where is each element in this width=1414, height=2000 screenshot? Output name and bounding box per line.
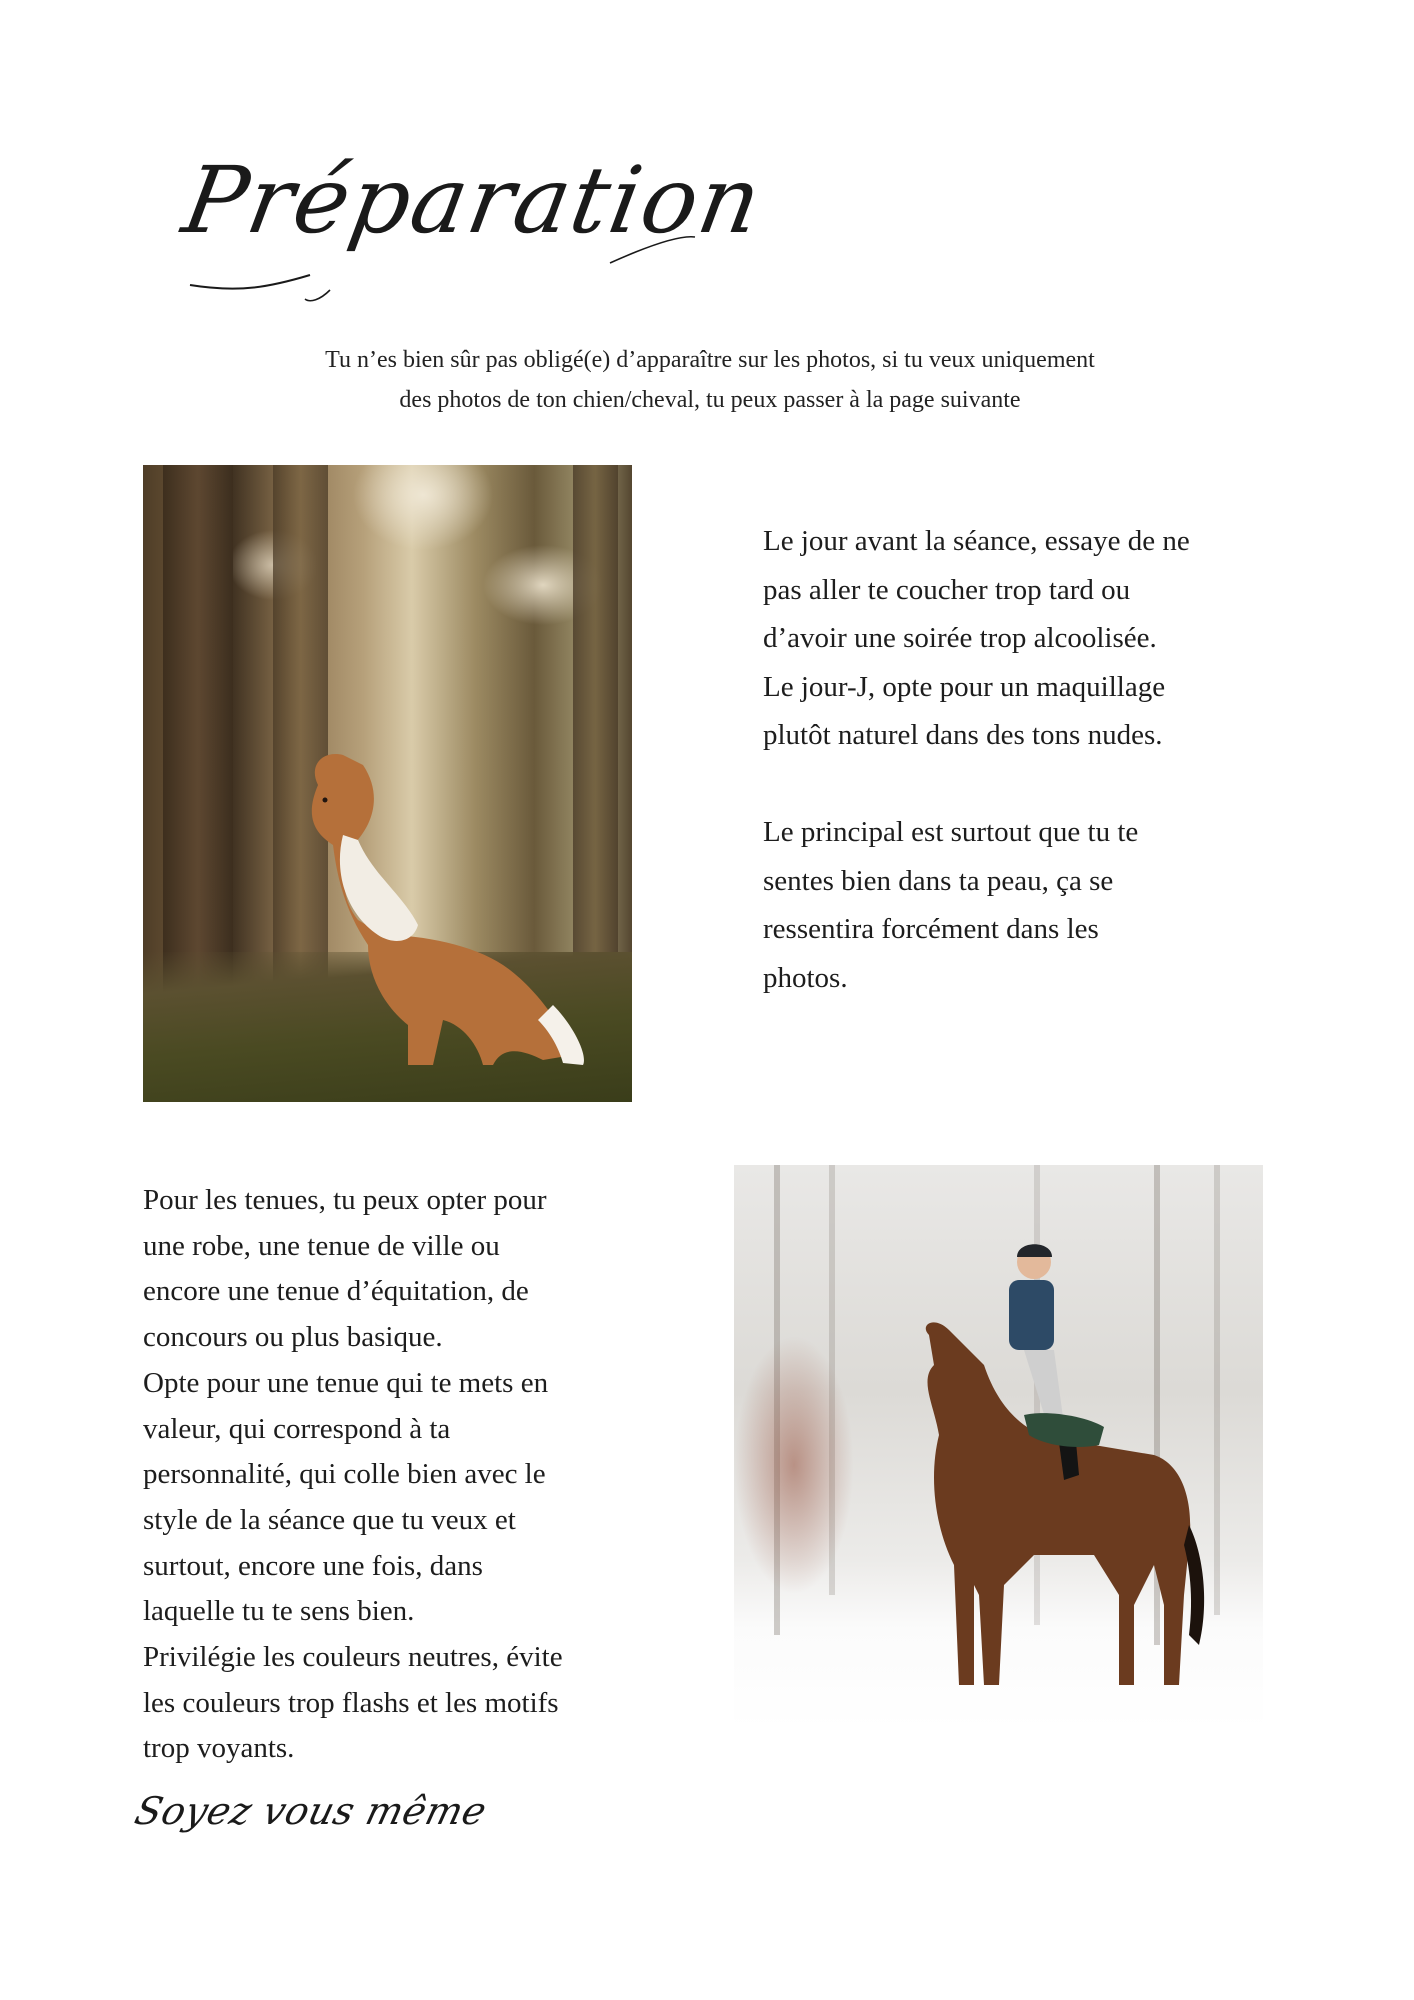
text-line: plutôt naturel dans des tons nudes.	[763, 719, 1163, 751]
text-line: Le jour avant la séance, essaye de ne	[763, 525, 1190, 557]
text-line: les couleurs trop flashs et les motifs	[143, 1686, 559, 1719]
intro-text	[200, 340, 1220, 420]
text-line: Privilégie les couleurs neutres, évite	[143, 1641, 563, 1674]
horse-rider-photo	[734, 1165, 1263, 1730]
text-line: pas aller te coucher trop tard ou	[763, 573, 1131, 606]
paragraph-gap	[763, 760, 1323, 809]
intro-line: des photos de ton chien/cheval, tu peux passer à la page suivante	[399, 387, 1021, 413]
text-line: surtout, encore une fois, dans	[143, 1549, 483, 1582]
text-line: sentes bien dans ta peau, ça se	[763, 864, 1114, 897]
text-line: valeur, qui correspond à ta	[143, 1412, 451, 1445]
text-line: photos.	[763, 961, 848, 994]
signature-script: Soyez vous même	[130, 1789, 492, 1833]
text-line: Le principal est surtout que tu te	[763, 816, 1139, 848]
text-line: d’avoir une soirée trop alcoolisée.	[763, 622, 1157, 654]
sheltie-dog-figure	[143, 465, 632, 1102]
text-line: Opte pour une tenue qui te mets en	[143, 1366, 549, 1399]
text-line: trop voyants.	[143, 1732, 295, 1765]
text-line: Le jour-J, opte pour un maquillage	[763, 670, 1166, 703]
title-script: Préparation	[175, 147, 771, 254]
dog-photo	[143, 465, 632, 1102]
intro-line: Tu n’es bien sûr pas obligé(e) d’apparaître sur les photos, si tu veux uniquement	[325, 347, 1095, 373]
text-line: une robe, une tenue de ville ou	[143, 1229, 500, 1262]
title-swash-flourish	[180, 175, 700, 305]
preparation-advice-text	[763, 517, 1323, 1002]
outfit-advice-text	[143, 1178, 663, 1772]
text-line: personnalité, qui colle bien avec le	[143, 1458, 546, 1491]
text-line: style de la séance que tu veux et	[143, 1503, 516, 1536]
text-line: encore une tenue d’équitation, de	[143, 1275, 529, 1308]
horse-and-rider-figure	[734, 1165, 1263, 1730]
text-line: concours ou plus basique.	[143, 1321, 443, 1354]
text-line: laquelle tu te sens bien.	[143, 1595, 415, 1628]
text-line: Pour les tenues, tu peux opter pour	[143, 1184, 547, 1216]
text-line: ressentira forcément dans les	[763, 913, 1099, 945]
